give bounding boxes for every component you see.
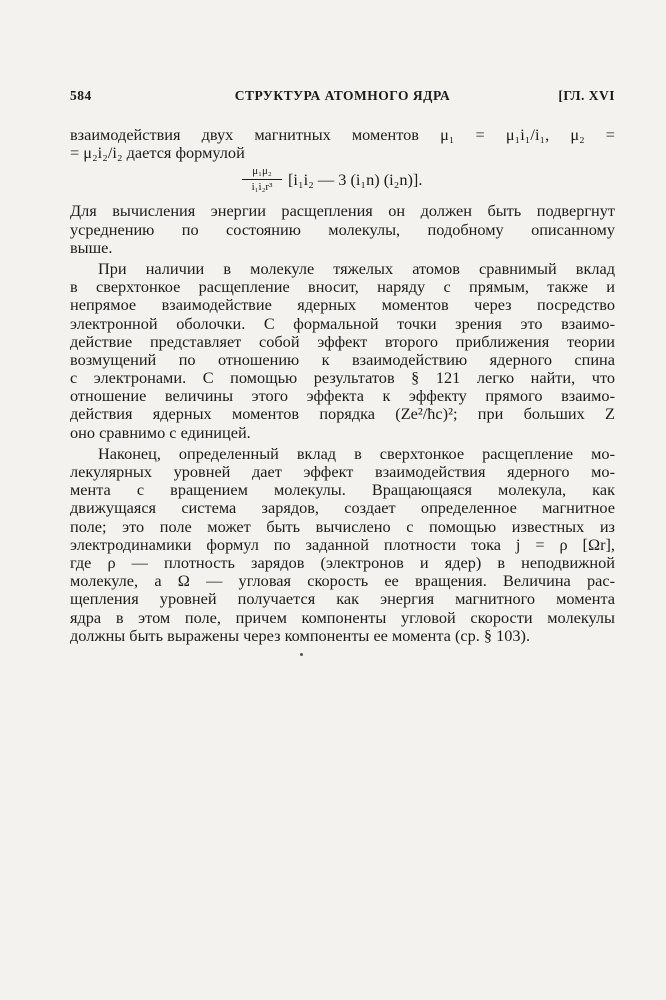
formula-expression: [i₁i₂ — 3 (i₁n) (i₂n)].: [288, 170, 423, 190]
paragraph-line: оно сравнимо с единицей.: [70, 422, 251, 442]
paragraph-line: усреднению по состоянию молекулы, подобному описанному: [70, 219, 615, 239]
paragraph-line: должны быть выражены через компоненты ее момента (ср. § 103).: [70, 625, 531, 645]
print-speck: [300, 653, 303, 656]
paragraph-line: отношение величины этого эффекта к эффекту прямого взаимо-: [70, 386, 615, 406]
paragraph-line: молекуле, а Ω — угловая скорость ее вращения. Величина рас-: [70, 571, 615, 591]
dipole-formula: [70, 162, 615, 202]
intro-line-1: взаимодействия двух магнитных моментов μ₁ = μ₁i₁/i₁, μ₂ =: [70, 125, 615, 144]
formula-denominator: i₁i₂r³: [251, 181, 273, 194]
paragraph-line: где ρ — плотность зарядов (электронов и ядер) в неподвижной: [70, 552, 615, 572]
paragraph-3: [70, 445, 615, 645]
paragraph-1: [70, 202, 615, 257]
paragraph-line: щепления уровней получается как энергия магнитного момента: [70, 589, 615, 609]
paragraph-line: электродинамики формул по заданной плотности тока j = ρ [Ωr],: [70, 534, 615, 554]
paragraph-line: При наличии в молекуле тяжелых атомов сравнимый вклад: [98, 258, 615, 278]
paragraph-line: движущаяся система зарядов, создает определенное магнитное: [70, 498, 615, 518]
running-title: СТРУКТУРА АТОМНОГО ЯДРА: [234, 88, 451, 103]
formula-numerator: μ₁μ₂: [242, 165, 282, 180]
paragraph-line: действие представляет собой эффект второго приближения теории: [70, 331, 615, 351]
paragraph-line: возмущений по отношению к взаимодействию ядерного спина: [70, 349, 615, 369]
paragraph-line: мента с вращением молекулы. Вращающаяся молекула, как: [70, 480, 615, 500]
paragraph-line: ядра в этом поле, причем компоненты угловой скорости молекулы: [70, 607, 615, 627]
paragraph-line: с электронами. С помощью результатов § 121 легко найти, что: [70, 368, 615, 388]
paragraph-line: электронной оболочки. С формальной точки зрения это взаимо-: [70, 313, 615, 333]
running-header: [70, 88, 615, 108]
paragraph-line: лекулярных уровней дает эффект взаимодействия ядерного мо-: [70, 462, 615, 481]
paragraph-2: [70, 260, 615, 442]
paragraph-line: в сверхтонкое расщепление вносит, наряду с прямым, также и: [70, 277, 615, 297]
page-body: [70, 126, 615, 645]
paragraph-line: Для вычисления энергии расщепления он должен быть подвергнут: [70, 201, 615, 221]
formula-fraction: [242, 165, 282, 194]
chapter-label: [ГЛ. XVI: [558, 88, 615, 103]
paragraph-line: Наконец, определенный вклад в сверхтонкое расщепление мо-: [98, 443, 615, 463]
paragraph-line: непрямое взаимодействие ядерных моментов через посредство: [70, 295, 615, 315]
paragraph-line: выше.: [70, 237, 113, 257]
paragraph-line: действия ядерных моментов порядка (Ze²/ħc)²; при больших Z: [70, 404, 615, 424]
paragraph-line: поле; это поле может быть вычислено с помощью известных из: [70, 516, 615, 536]
page-number: 584: [70, 88, 92, 103]
intro-line-2: = μ₂i₂/i₂ дается формулой: [70, 143, 245, 163]
